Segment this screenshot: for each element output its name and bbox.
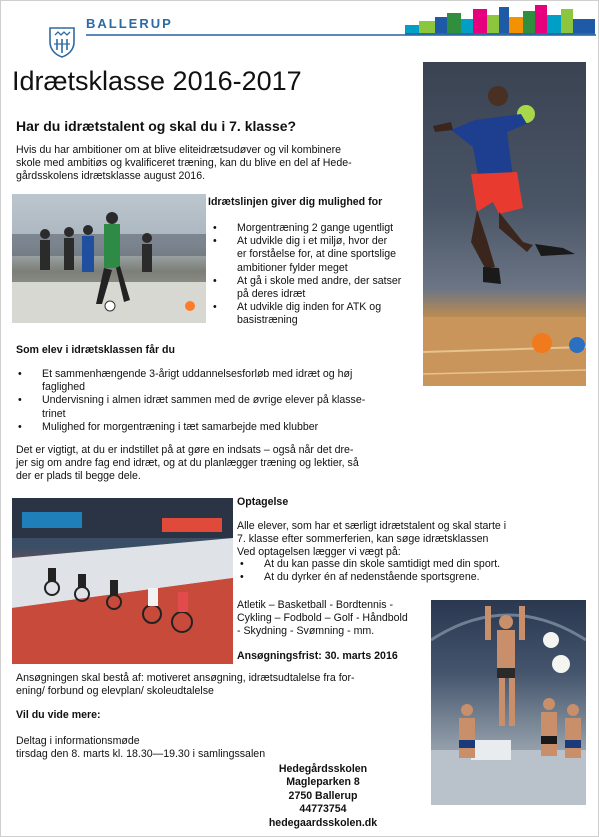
para-line: der er plads til begge dele.	[16, 470, 141, 483]
handball-player-figure	[423, 62, 586, 386]
sports-line: Cykling – Fodbold – Golf - Håndbold	[237, 612, 408, 625]
admission-line: 7. klasse efter sommerferien, kan søge idrætsklassen	[237, 533, 489, 546]
school-phone: 44773754	[299, 803, 347, 816]
para-line: Det er vigtigt, at du er indstillet på at gøre en indsats – også når det dre-	[16, 444, 354, 456]
list-item-text: At udvikle dig inden for ATK og	[237, 301, 382, 314]
football-training-figures	[12, 194, 206, 323]
page-title: Idrætsklasse 2016-2017	[12, 66, 302, 96]
swimmer-photo	[431, 600, 586, 805]
school-street: Magleparken 8	[286, 776, 360, 789]
application-deadline: Ansøgningsfrist: 30. marts 2016	[237, 650, 398, 662]
list-item	[42, 394, 422, 420]
para-line: jer sig om andre fag end idræt, og at du planlægger træning og lektier, så	[16, 457, 359, 470]
more-info-heading: Vil du vide mere:	[16, 709, 101, 721]
admission-line: Alle elever, som har et særligt idrætstalent og skal starte i	[237, 520, 507, 532]
meeting-line: Deltag i informationsmøde	[16, 735, 140, 747]
admission-list	[264, 558, 564, 584]
list-item-text: Mulighed for morgentræning i tæt samarbejde med klubber	[42, 420, 319, 433]
list-item	[237, 222, 423, 235]
intro-paragraph	[16, 144, 416, 184]
section1-list	[237, 222, 423, 328]
admission-line: Ved optagelsen lægger vi vægt på:	[237, 546, 401, 559]
list-item-text: Morgentræning 2 gange ugentligt	[237, 222, 394, 234]
application-line: ening/ forbund og elevplan/ skoleudtalelse	[16, 685, 214, 698]
section2-list	[42, 368, 422, 434]
list-item	[237, 275, 423, 301]
intro-line: Hvis du har ambitioner om at blive eliteidrætsudøver og vil kombinere	[16, 144, 342, 156]
meeting-line: tirsdag den 8. marts kl. 18.30—19.30 i samlingssalen	[16, 748, 266, 761]
intro-line: gårdsskolens idrætsklasse august 2016.	[16, 170, 206, 183]
list-item-text: basistræning	[237, 314, 298, 327]
sports-line: - Skydning - Svømning - mm.	[237, 625, 375, 638]
list-item-text: At gå i skole med andre, der satser	[237, 274, 402, 287]
list-item-text: på deres idræt	[237, 288, 306, 301]
football-training-photo	[12, 194, 206, 323]
list-item-text: Undervisning i almen idræt sammen med de øvrige elever på klasse-	[42, 394, 366, 407]
list-item-text: Et sammenhængende 3-årigt uddannelsesforløb med idræt og høj	[42, 368, 353, 380]
list-item: • At du dyrker én af nedenstående sportsgrene.	[264, 571, 564, 584]
brand-name: BALLERUP	[86, 16, 173, 31]
section1-heading: Idrætslinjen giver dig mulighed for	[208, 196, 383, 208]
list-item-text: faglighed	[42, 381, 86, 394]
sports-list	[237, 599, 427, 639]
school-city: 2750 Ballerup	[288, 789, 358, 802]
page-subtitle: Har du idrætstalent og skal du i 7. klasse?	[16, 118, 297, 134]
list-item: • At du kan passe din skole samtidigt med din sport.	[264, 558, 564, 571]
list-item	[42, 368, 422, 394]
ballerup-shield-logo	[48, 26, 76, 58]
commitment-paragraph	[16, 444, 416, 484]
list-item-text: er forståelse for, at dine sportslige	[237, 248, 396, 261]
admission-heading: Optagelse	[237, 496, 289, 508]
list-item-text: trinet	[42, 407, 66, 420]
application-requirements	[16, 672, 426, 698]
intro-line: skole med ambitiøs og kvalificeret træning, kan du blive en del af Hede-	[16, 157, 352, 170]
handball-player-photo	[423, 62, 586, 386]
meeting-info	[16, 735, 436, 761]
list-item	[42, 421, 422, 434]
swimmer-figures	[431, 600, 586, 805]
skyline-logo	[405, 3, 595, 35]
school-name: Hedegårdsskolen	[278, 763, 368, 775]
list-item-text: ambitioner fylder meget	[237, 261, 348, 274]
cycling-track-figures	[12, 498, 233, 664]
list-item	[237, 301, 423, 327]
list-item-text: At udvikle dig i et miljø, hvor der	[237, 235, 388, 248]
section2-heading: Som elev i idrætsklassen får du	[16, 344, 175, 356]
sports-line: Atletik – Basketball - Bordtennis -	[237, 599, 394, 611]
school-address	[218, 763, 428, 830]
school-website[interactable]: hedegaardsskolen.dk	[268, 816, 378, 829]
application-line: Ansøgningen skal bestå af: motiveret ansøgning, idrætsudtalelse fra for-	[16, 672, 355, 684]
list-item	[237, 235, 423, 275]
cycling-track-photo	[12, 498, 233, 664]
admission-text	[237, 520, 555, 560]
